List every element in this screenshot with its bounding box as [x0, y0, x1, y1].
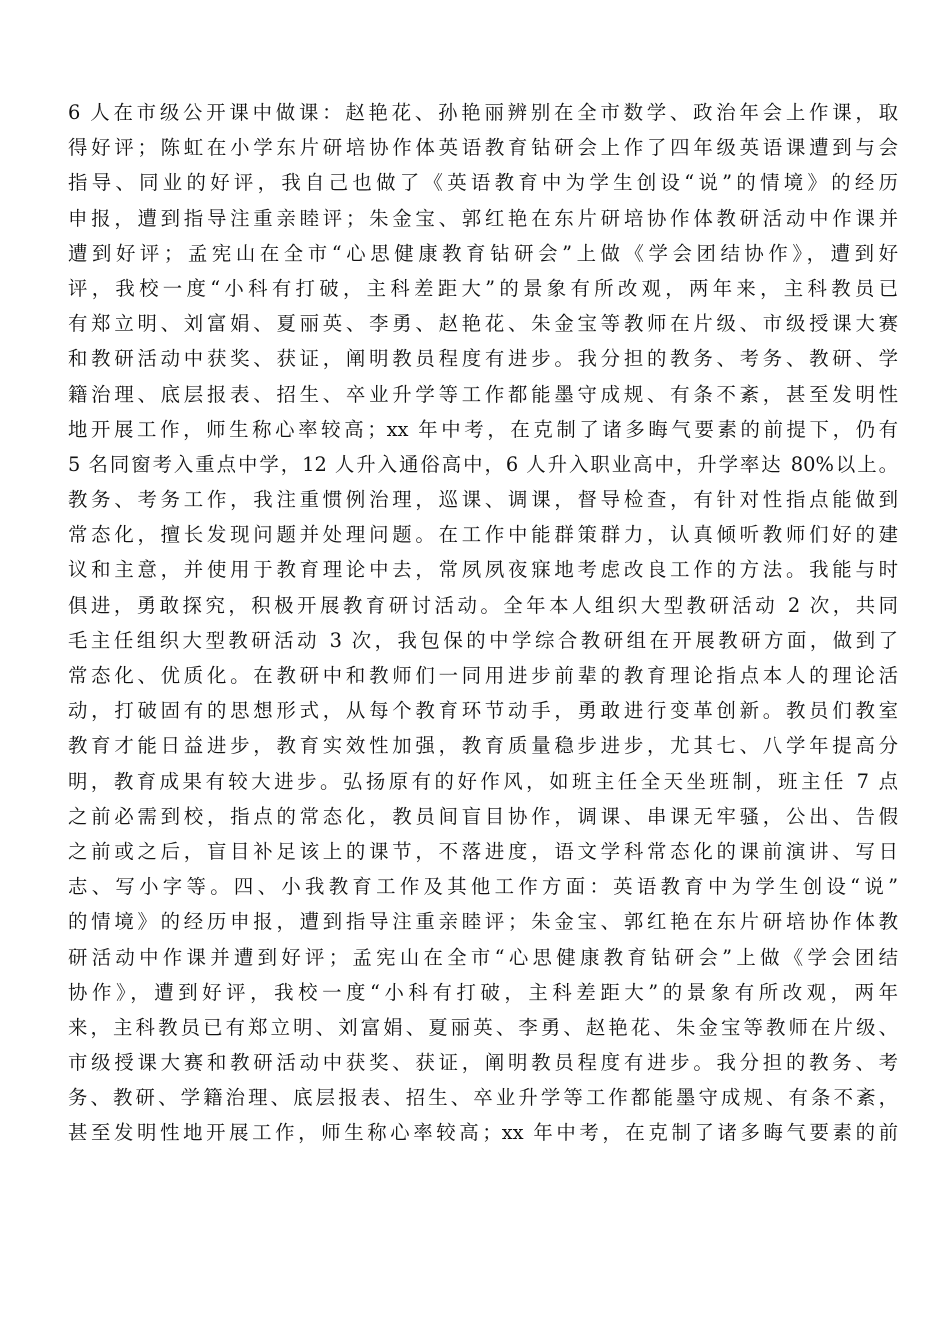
text-line: 来，主科教员已有郑立明、刘富娟、夏丽英、李勇、赵艳花、朱金宝等教师在片级、 — [68, 1015, 898, 1039]
text-line: 和教研活动中获奖、获证，阐明教员程度有进步。我分担的教务、考务、教研、学 — [68, 347, 898, 371]
text-line: 申报，遭到指导注重亲睦评；朱金宝、郭红艳在东片研培协作体教研活动中作课并 — [68, 206, 898, 230]
text-line: 毛主任组织大型教研活动 3 次，我包保的中学综合教研组在开展教研方面，做到了 — [68, 628, 898, 652]
text-line: 教务、考务工作，我注重惯例治理，巡课、调课，督导检查，有针对性指点能做到 — [68, 488, 898, 512]
text-line: 地开展工作，师生称心率较高；xx 年中考，在克制了诸多晦气要素的前提下，仍有 — [68, 417, 898, 441]
text-line: 研活动中作课并遭到好评；孟宪山在全市“心思健康教育钻研会”上做《学会团结 — [68, 945, 898, 969]
text-line: 籍治理、底层报表、招生、卒业升学等工作都能墨守成规、有条不紊，甚至发明性 — [68, 382, 898, 406]
text-line: 议和主意，并使用于教育理论中去，常夙夙夜寐地考虑改良工作的方法。我能与时 — [68, 558, 898, 582]
text-line: 指导、同业的好评，我自己也做了《英语教育中为学生创设“说”的情境》的经历 — [68, 171, 898, 195]
text-line: 明，教育成果有较大进步。弘扬原有的好作风，如班主任全天坐班制，班主任 7 点 — [68, 769, 898, 793]
text-line: 俱进，勇敢探究，积极开展教育研讨活动。全年本人组织大型教研活动 2 次，共同 — [68, 593, 898, 617]
text-line: 常态化，擅长发现问题并处理问题。在工作中能群策群力，认真倾听教师们好的建 — [68, 523, 898, 547]
text-line: 协作》，遭到好评，我校一度“小科有打破，主科差距大”的景象有所改观，两年 — [68, 980, 898, 1004]
text-line: 务、教研、学籍治理、底层报表、招生、卒业升学等工作都能墨守成规、有条不紊， — [68, 1086, 898, 1110]
text-line: 6 人在市级公开课中做课：赵艳花、孙艳丽辨别在全市数学、政治年会上作课，取 — [68, 101, 898, 124]
text-line: 得好评；陈虹在小学东片研培协作体英语教育钻研会上作了四年级英语课遭到与会 — [68, 136, 898, 160]
text-line: 评，我校一度“小科有打破，主科差距大”的景象有所改观，两年来，主科教员已 — [68, 276, 898, 300]
text-line: 常态化、优质化。在教研中和教师们一同用进步前辈的教育理论指点本人的理论活 — [68, 664, 898, 687]
text-line: 之前必需到校，指点的常态化，教员间盲目协作，调课、串课无牢骚，公出、告假 — [68, 804, 898, 828]
text-line: 动，打破固有的思想形式，从每个教育环节动手，勇敢进行变革创新。教员们教室 — [68, 699, 898, 723]
text-line: 甚至发明性地开展工作，师生称心率较高；xx 年中考，在克制了诸多晦气要素的前 — [68, 1121, 898, 1145]
body-text — [68, 95, 898, 1151]
text-line: 遭到好评；孟宪山在全市“心思健康教育钻研会”上做《学会团结协作》，遭到好 — [68, 241, 898, 265]
text-line: 市级授课大赛和教研活动中获奖、获证，阐明教员程度有进步。我分担的教务、考 — [68, 1051, 898, 1075]
text-line: 5 名同窗考入重点中学，12 人升入通俗高中，6 人升入职业高中，升学率达 80%以上。 — [68, 452, 898, 476]
text-line: 教育才能日益进步，教育实效性加强，教育质量稳步进步，尤其七、八学年提高分 — [68, 734, 898, 758]
text-line: 志、写小字等。四、小我教育工作及其他工作方面：英语教育中为学生创设“说” — [68, 875, 898, 899]
text-line: 有郑立明、刘富娟、夏丽英、李勇、赵艳花、朱金宝等教师在片级、市级授课大赛 — [68, 312, 898, 336]
text-line: 之前或之后，盲目补足该上的课节，不落进度，语文学科常态化的课前演讲、写日 — [68, 839, 898, 863]
text-line: 的情境》的经历申报，遭到指导注重亲睦评；朱金宝、郭红艳在东片研培协作体教 — [68, 910, 898, 934]
